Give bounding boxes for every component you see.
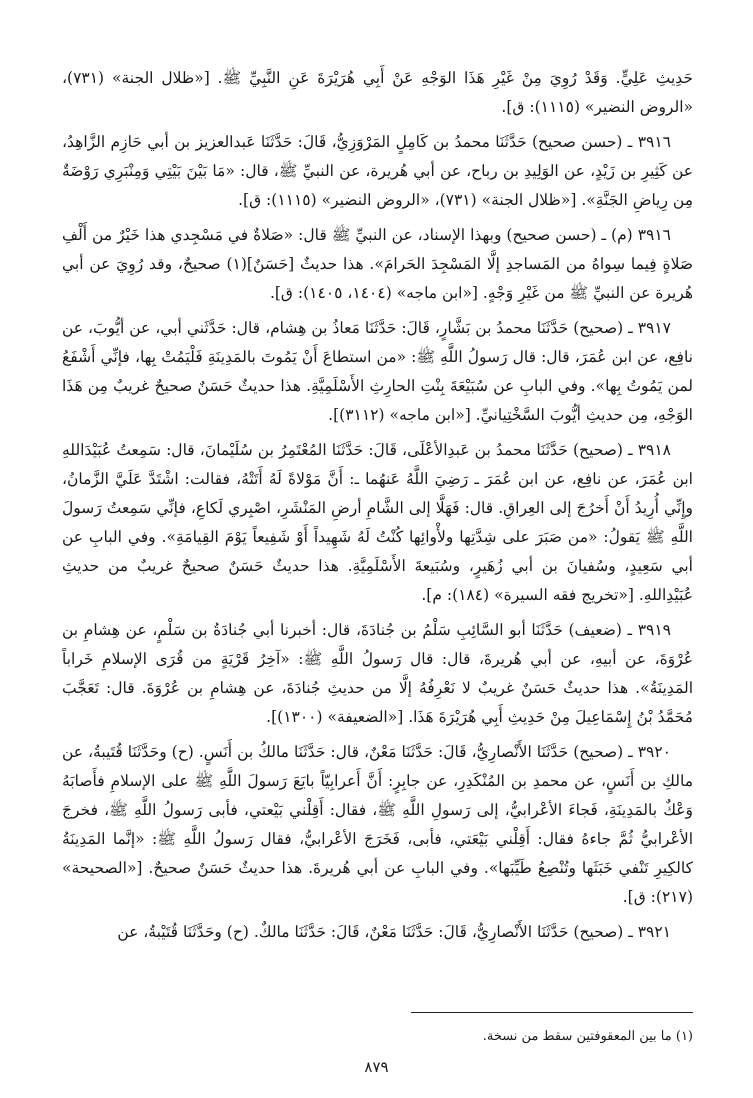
hadith-3918: ٣٩١٨ ـ (صحيح) حَدَّثَنَا محمدُ بن عَبدِالأعْلَى، قَالَ: حَدَّثَنَا المُعْتَمِرُ بن سُلَيْمانَ، قال: سَمِعتُ عُبَيْدَاللهِ ابن عُمَرَ، عن نافِع، عن ابن عُمَرَ ـ رَضِيَ اللَّهُ عَنهُما ـ: أَنَّ مَوْلاةً لَهُ أَتَتْهُ، فقالت: اشْتَدَّ عَلَيَّ الزَّمانُ، وإِنِّي أُرِيدُ أَنْ أَخرُجَ إلى العِراقِ. قال: فَهَلَّا إلى الشَّامِ أرضِ المَنْشَرِ، اصْبِري لَكاعِ، فإنِّي سَمِعتُ رَسولَ اللَّهِ ﷺ يَقولُ: «من صَبَرَ على شِدَّتِها ولأْوائِها كُنْتُ لَهُ شَهِيداً أَوْ شَفِيعاً يَوْمَ القِيامَةِ». وفي البابِ عن أبي سَعِيدٍ، وسُفيانَ بن أبي زُهَيرٍ، وسُبَيعةَ الأَسْلَمِيَّةِ. هذا حديثٌ حَسَنٌ صحيحٌ غريبٌ من حديثِ عُبَيْدِاللهِ. [«تخريج فقه السيرة» (١٨٤): م]. [62,441,693,604]
hadith-3920: ٣٩٢٠ ـ (صحيح) حَدَّثَنَا الأَنْصارِيُّ، قَالَ: حَدَّثَنَا مَعْنٌ، قال: حَدَّثَنَا مالكُ بن أَنَسٍ. (ح) وحَدَّثَنَا قُتَيبةُ، عن مالكِ بن أَنَسٍ، عن محمدِ بن المُنْكَدِرِ، عن جابِرٍ: أَنَّ أَعرابِيّاً بايَعَ رَسولَ اللَّهِ ﷺ على الإسلامِ فأَصابَهُ وَعْكٌ بالمَدِينَةِ، فَجاءَ الأعْرابيُّ، إلى رَسولِ اللَّهِ ﷺ، فقال: أَقِلْني بَيْعتي، فأبى رَسولُ اللَّهِ ﷺ، فخرجَ الأعْرابيُّ ثُمَّ جاءهُ فقال: أَقِلْني بَيْعَتي، فأبى، فَخَرَجَ الأعْرابيُّ، فقال رَسولُ اللَّهِ ﷺ: «إنَّما المَدِينَةُ كالكِيرِ تَنْفي خَبَثَها وتُنْصِعُ طَيِّبَها». وفي البابِ عن أبي هُريرةَ. هذا حديثٌ حَسَنٌ صحيحٌ. [«الصحيحة» (٢١٧): ق]. [62,743,693,906]
hadith-3921: ٣٩٢١ ـ (صحيح) حَدَّثَنَا الأَنْصارِيُّ، قَالَ: حَدَّثَنَا مَعْنٌ، قَالَ: حَدَّثَنَا مالكٌ. (ح) وحَدَّثَنَا قُتَيْبةُ، عن [117,923,671,941]
hadith-3919: ٣٩١٩ ـ (ضعيف) حَدَّثَنَا أبو السَّائِبِ سَلْمُ بن جُنادَةَ، قال: أخبرنا أبي جُنادَةُ بن سَلْمٍ، عن هِشامِ بن عُرْوَةَ، عن أبيهِ، عن أبي هُريرةَ، قال: قال رَسولُ اللَّهِ ﷺ: «آخِرُ قَرْيَةٍ من قُرَى الإسلامِ خَراباً المَدِينَةُ». هذا حديثٌ حَسَنٌ غريبٌ لا نَعْرِفُهُ إلَّا من حديثِ جُنادَةَ، عن هِشامِ بن عُرْوَةَ. قال: تَعَجَّبَ مُحَمَّدُ بْنُ إِسْمَاعِيلَ مِنْ حَدِيثِ أَبِي هُرَيْرَةَ هَذَا. [«الضعيفة» (١٣٠٠)]. [62,621,693,726]
page-number: ٨٧٩ [364,1058,389,1076]
hadith-3917: ٣٩١٧ ـ (صحيح) حَدَّثَنَا محمدُ بن بَشَّارٍ، قَالَ: حَدَّثَنَا مَعاذُ بن هِشام، قال: حَدَّثَني أبي، عن أيُّوبَ، عن نافِع، عن ابن عُمَرَ، قال: قال رَسولُ اللَّهِ ﷺ: «من استطاعَ أَنْ يَمُوتَ بالمَدِينَةِ فَلْيَمُتْ بِها، فإنِّي أَشْفَعُ لمن يَمُوتُ بِها». وفي البابِ عن سُبَيْعَةَ بِنْتِ الحارِثِ الأَسْلَمِيَّةِ. هذا حديثٌ حَسَنٌ صحيحٌ غريبٌ مِن هَذَا الوَجْهِ، مِن حديثِ أيُّوبَ السَّخْتِيانيِّ. [«ابن ماجه» (٣١١٢)]. [62,319,693,424]
hadith-3916m: ٣٩١٦ (م) ـ (حسن صحيح) وبهذا الإسناد، عن النبيِّ ﷺ قال: «صَلاةٌ في مَسْجِدي هذا خَيْرٌ من أَلْفِ صَلاةٍ فِيما سِواهُ من المَساجدِ إلَّا المَسْجِدَ الحَرامَ». هذا حديثٌ [حَسَنٌ](١) صحيحٌ، وقد رُوِيَ عن أبي هُريرة عن النبيِّ ﷺ من غَيْرِ وَجْهٍ. [«ابن ماجه» (١٤٠٤، ١٤٠٥): ق]. [62,226,693,302]
footnote: (١) ما بين المعقوفتين سقط من نسخة. [482,1029,693,1044]
paragraph-continuation: حَدِيثِ عَلِيٍّ. وَقَدْ رُوِيَ مِنْ غَيْرِ هَذَا الوَجْهِ عَنْ أَبِي هُرَيْرَةَ عَنِ النَّبِيِّ ﷺ. [«ظلال الجنة» (٧٣١)، «الروض النضير» (١١١٥): ق]. [62,69,693,116]
hadith-3916: ٣٩١٦ ـ (حسن صحيح) حَدَّثَنَا محمدُ بن كَامِلٍ المَرْوَزِيُّ، قَالَ: حَدَّثَنَا عَبدالعزيز بن أبي حَازِم الزَّاهِدُ، عن كَثِيرِ بن زَيْدٍ، عن الوَلِيدِ بن رباح، عن أبي هُريرة، عن النبيِّ ﷺ، قال: «مَا بَيْنَ بَيْتِي وَمِنْبَرِي رَوْضَةٌ مِن رِياضِ الجَنَّةِ». [«ظلال الجنة» (٧٣١)، «الروض النضير» (١١١٥): ق]. [62,133,693,209]
footnote-divider [411,1012,693,1013]
